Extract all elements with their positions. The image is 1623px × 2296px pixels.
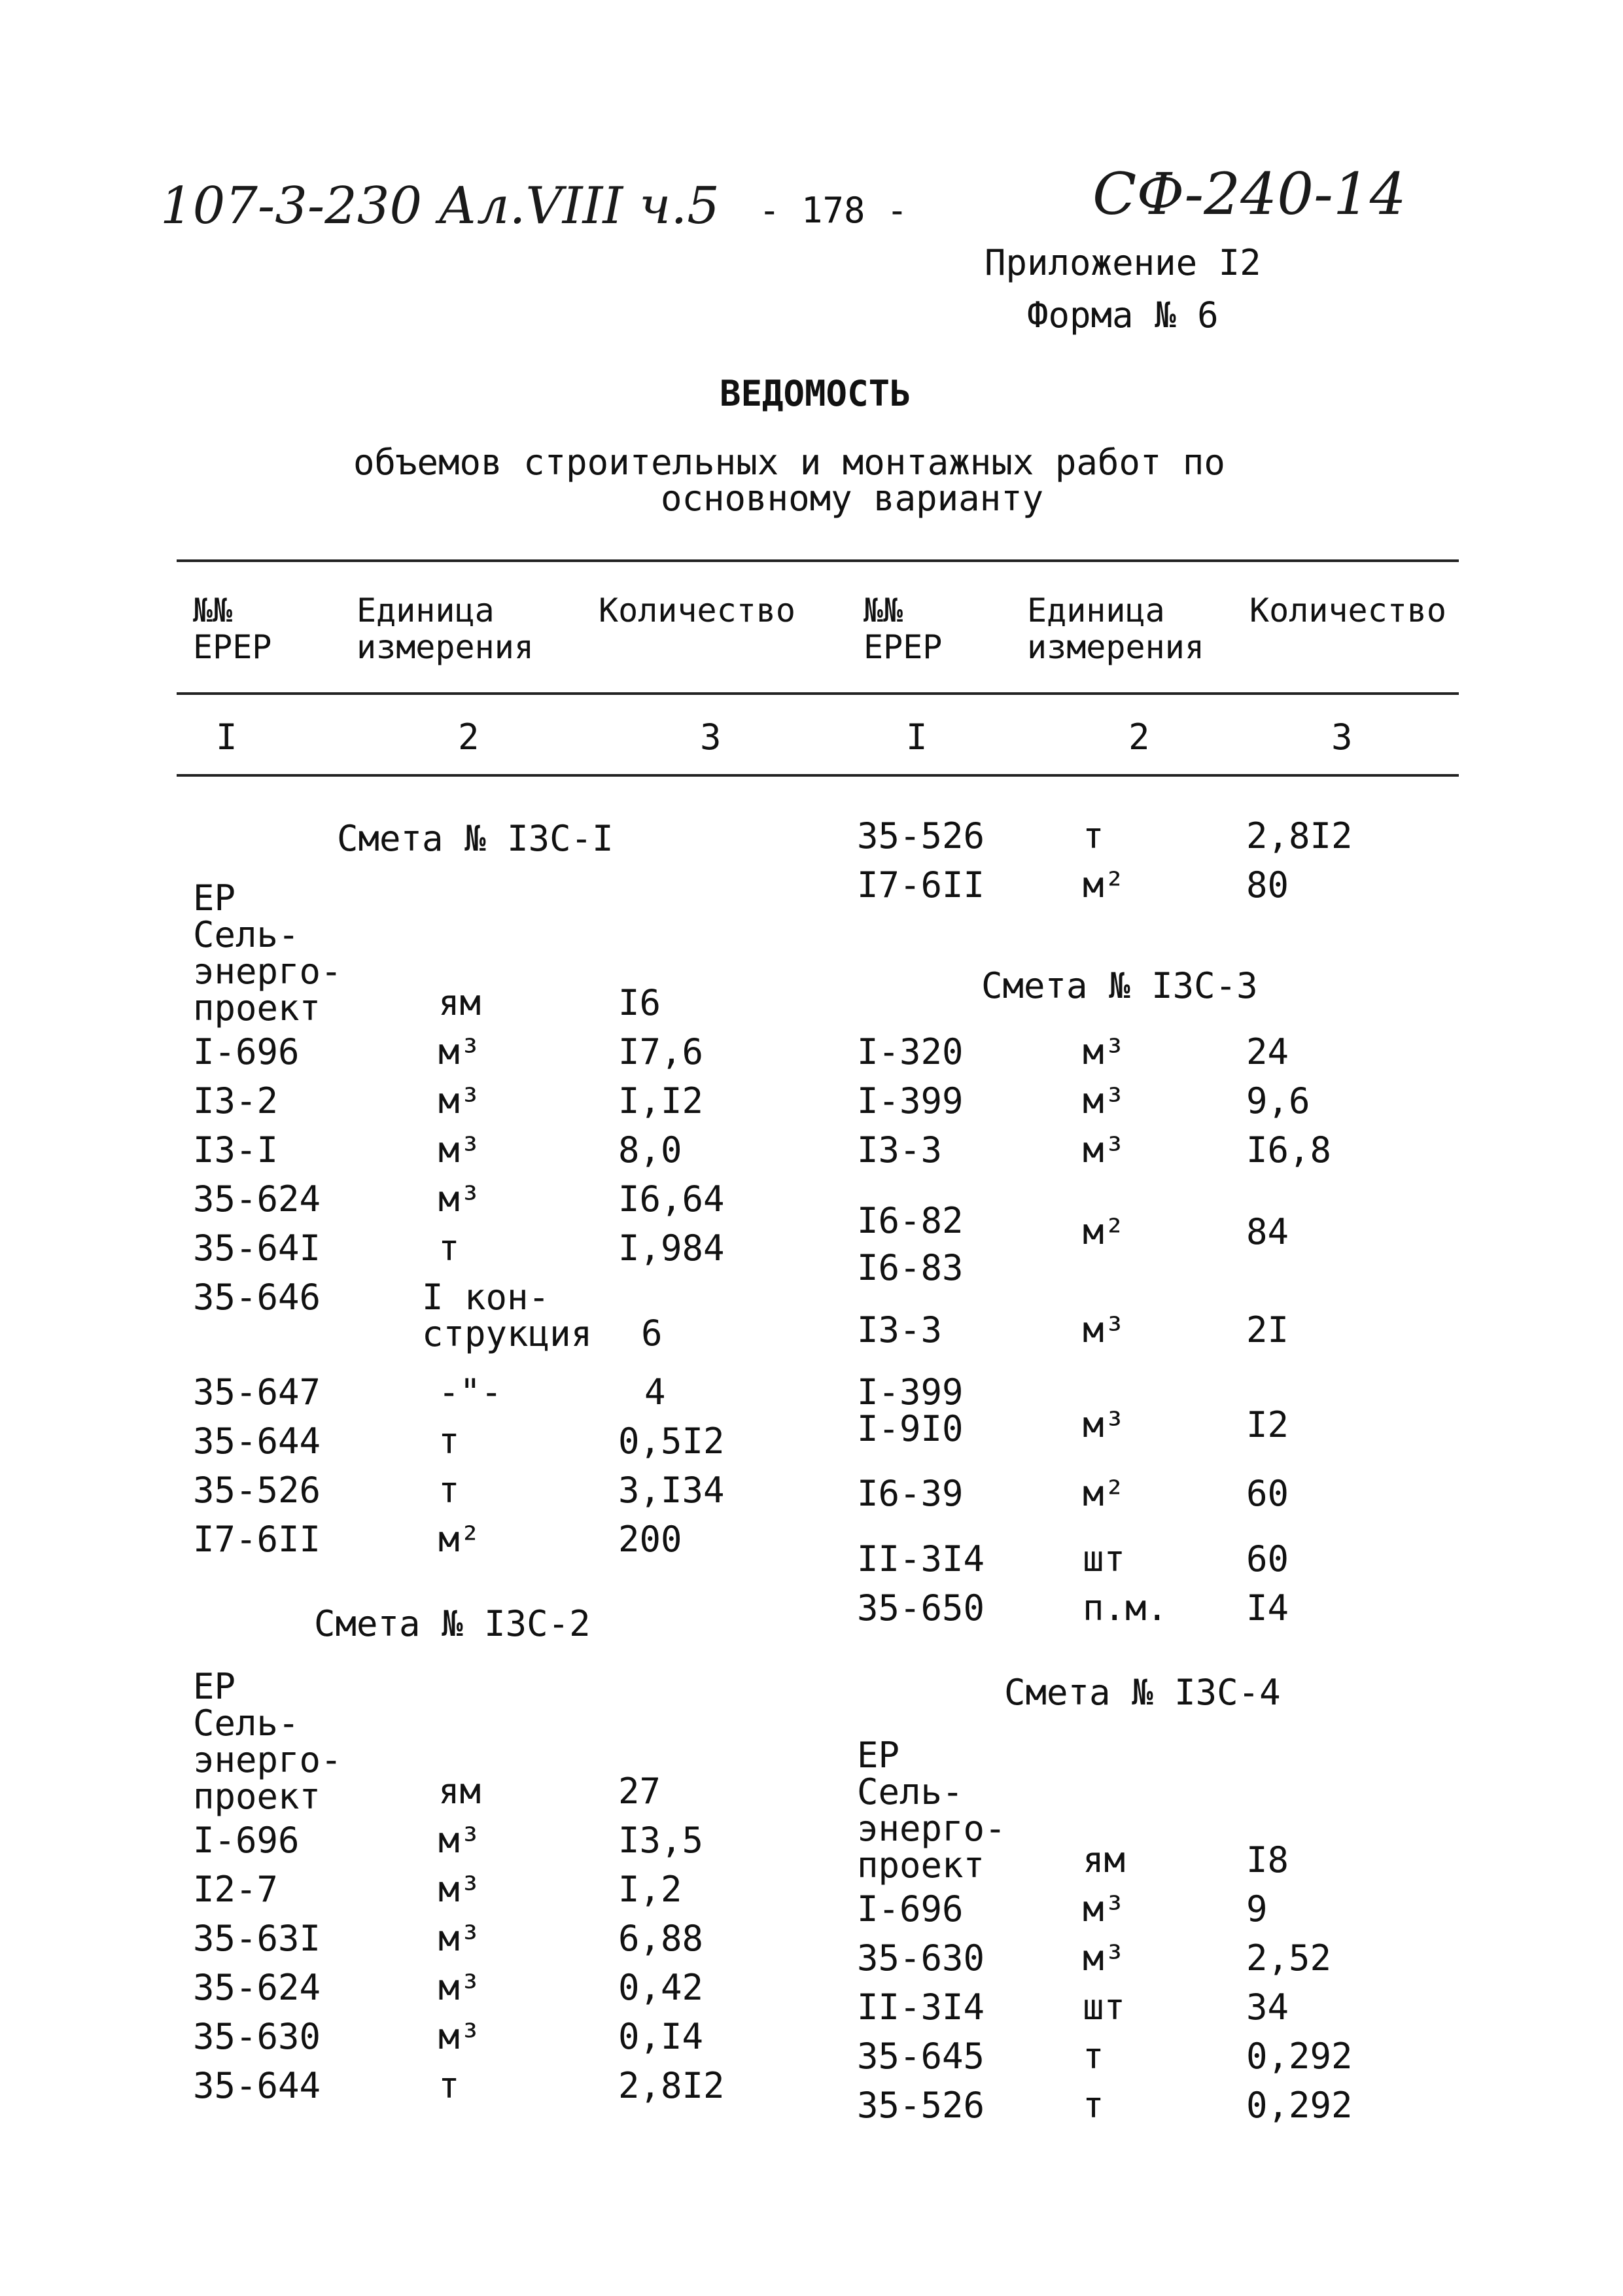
table-row-code: I-399 I-9I0 [857, 1371, 964, 1449]
table-row-qty: 4 [644, 1371, 666, 1413]
col-number-1-right: I [906, 716, 928, 758]
table-row-code: 35-63I [193, 1918, 321, 1959]
table-row-code: ЕР Сель- энерго- проект [193, 1666, 342, 1817]
table-row-qty: 6 [641, 1313, 663, 1354]
table-row-qty: I,2 [618, 1869, 682, 1910]
table-row-code: 35-647 [193, 1371, 321, 1413]
table-row-unit: м² [438, 1519, 481, 1560]
table-row-qty: 6,88 [618, 1918, 704, 1959]
table-row-qty: I4 [1246, 1587, 1289, 1629]
section-title-13s-4: Смета № I3С-4 [1004, 1672, 1281, 1713]
table-row-code: 35-644 [193, 1421, 321, 1462]
table-row-qty: I,I2 [618, 1080, 704, 1122]
table-row-qty: 0,5I2 [618, 1421, 725, 1462]
series-code: СФ-240-14 [1092, 160, 1406, 228]
table-row-qty: I6 [618, 982, 661, 1023]
table-row-qty: I2 [1246, 1404, 1289, 1445]
table-row-unit: м³ [1083, 1031, 1126, 1072]
table-row-code: I-399 [857, 1080, 964, 1122]
col-number-3-left: 3 [700, 716, 722, 758]
table-row-qty: 0,I4 [618, 2016, 704, 2057]
table-row-qty: 2,8I2 [618, 2065, 725, 2106]
table-row-unit: м³ [438, 1869, 481, 1910]
table-row-code: 35-646 [193, 1277, 321, 1318]
table-row-code: I2-7 [193, 1869, 279, 1910]
table-row-unit: м² [1083, 1473, 1126, 1514]
table-row-unit: м³ [438, 1129, 481, 1171]
table-row-code: II-3I4 [857, 1538, 985, 1580]
table-row-qty: 60 [1246, 1538, 1289, 1580]
table-top-rule [177, 559, 1459, 562]
table-row-qty: 3,I34 [618, 1470, 725, 1511]
table-row-unit: м³ [438, 1820, 481, 1861]
table-row-unit: т [1083, 2085, 1104, 2126]
title-line-1: объемов строительных и монтажных работ по [353, 442, 1225, 483]
document-title: ВЕДОМОСТЬ [720, 373, 911, 414]
table-row-unit: I кон- струкция [422, 1277, 593, 1354]
table-row-code: I-696 [193, 1031, 300, 1072]
table-row-unit: м³ [1083, 1404, 1126, 1445]
section-title-13s-2: Смета № I3С-2 [314, 1603, 591, 1644]
table-row-qty: 0,42 [618, 1967, 704, 2008]
table-row-qty: 0,292 [1246, 2036, 1353, 2077]
table-row-unit: шт [1083, 1538, 1126, 1580]
col-number-2-left: 2 [458, 716, 480, 758]
numbering-bottom-rule [177, 774, 1459, 777]
table-row-code: ЕР Сель- энерго- проект [193, 877, 342, 1029]
table-row-unit: т [438, 1227, 460, 1269]
table-row-unit: м³ [1083, 1937, 1126, 1979]
table-row-unit: м³ [1083, 1129, 1126, 1171]
header-code-right: №№ ЕРЕР [864, 592, 943, 666]
table-row-code: 35-644 [193, 2065, 321, 2106]
appendix-label: Приложение I2 [985, 242, 1261, 283]
table-row-qty: I6,8 [1246, 1129, 1332, 1171]
table-row-code: I7-6II [857, 864, 985, 906]
table-row-code: I7-6II [193, 1519, 321, 1560]
table-row-qty: 9 [1246, 1888, 1268, 1930]
table-row-code: 35-624 [193, 1967, 321, 2008]
table-row-qty: 80 [1246, 864, 1289, 906]
table-row-unit: ям [438, 1771, 481, 1812]
section-title-13s-3: Смета № I3С-3 [981, 965, 1258, 1006]
table-row-unit: м³ [1083, 1309, 1126, 1351]
table-row-code: I3-I [193, 1129, 279, 1171]
table-row-unit: м³ [1083, 1080, 1126, 1122]
section-title-13s-1: Смета № I3С-I [337, 818, 614, 859]
table-row-qty: 84 [1246, 1211, 1289, 1252]
table-row-code: 35-630 [857, 1937, 985, 1979]
table-row-code: I3-3 [857, 1129, 943, 1171]
table-row-code: I-320 [857, 1031, 964, 1072]
table-row-unit: шт [1083, 1987, 1126, 2028]
page-number: - 178 - [759, 190, 908, 231]
table-row-unit: м² [1083, 1211, 1126, 1252]
table-row-code: II-3I4 [857, 1987, 985, 2028]
table-row-unit: м³ [438, 1178, 481, 1220]
table-row-qty: 60 [1246, 1473, 1289, 1514]
table-row-qty: 2I [1246, 1309, 1289, 1351]
table-row-qty: 200 [618, 1519, 682, 1560]
table-row-qty: I8 [1246, 1839, 1289, 1881]
table-row-code: 35-64I [193, 1227, 321, 1269]
table-row-code: 35-526 [857, 815, 985, 857]
table-row-code: I-696 [193, 1820, 300, 1861]
table-row-unit: м³ [438, 2016, 481, 2057]
header-unit-right: Единица измерения [1027, 592, 1204, 666]
table-row-code: 35-526 [857, 2085, 985, 2126]
table-row-qty: 24 [1246, 1031, 1289, 1072]
table-row-unit: м² [1083, 864, 1126, 906]
table-row-qty: 34 [1246, 1987, 1289, 2028]
table-row-unit: м³ [1083, 1888, 1126, 1930]
table-row-code: 35-526 [193, 1470, 321, 1511]
title-line-2: основному варианту [661, 478, 1044, 519]
col-number-3-right: 3 [1331, 716, 1353, 758]
document-code: 107-3-230 Ал.VIII ч.5 [160, 177, 720, 236]
table-row-unit: т [1083, 815, 1104, 857]
table-row-unit: м³ [438, 1918, 481, 1959]
table-row-qty: 8,0 [618, 1129, 682, 1171]
table-row-code: I6-39 [857, 1473, 964, 1514]
table-row-qty: 2,8I2 [1246, 815, 1353, 857]
table-row-qty: 0,292 [1246, 2085, 1353, 2126]
table-row-qty: 2,52 [1246, 1937, 1332, 1979]
header-code-left: №№ ЕРЕР [193, 592, 272, 666]
table-row-code: I3-3 [857, 1309, 943, 1351]
table-row-qty: I6,64 [618, 1178, 725, 1220]
table-row-code: ЕР Сель- энерго- проект [857, 1735, 1006, 1886]
table-row-unit: м³ [438, 1080, 481, 1122]
form-label: Форма № 6 [1027, 294, 1219, 336]
table-row-unit: т [438, 1470, 460, 1511]
table-row-code: 35-624 [193, 1178, 321, 1220]
table-row-unit: п.м. [1083, 1587, 1168, 1629]
header-qty-right: Количество [1249, 592, 1447, 629]
col-number-1-left: I [216, 716, 237, 758]
header-unit-left: Единица измерения [357, 592, 534, 666]
header-qty-left: Количество [599, 592, 796, 629]
table-row-unit: м³ [438, 1031, 481, 1072]
table-row-code: 35-630 [193, 2016, 321, 2057]
table-row-code: 35-645 [857, 2036, 985, 2077]
table-row-qty: I7,6 [618, 1031, 704, 1072]
table-row-code: I3-2 [193, 1080, 279, 1122]
table-row-qty: 9,6 [1246, 1080, 1310, 1122]
table-row-qty: I3,5 [618, 1820, 704, 1861]
table-row-unit: т [438, 2065, 460, 2106]
table-row-code: I-696 [857, 1888, 964, 1930]
table-row-unit: т [1083, 2036, 1104, 2077]
header-bottom-rule [177, 692, 1459, 695]
table-row-unit: ям [1083, 1839, 1126, 1881]
table-row-code: 35-650 [857, 1587, 985, 1629]
table-row-qty: I,984 [618, 1227, 725, 1269]
table-row-unit: ям [438, 982, 481, 1023]
table-row-unit: м³ [438, 1967, 481, 2008]
table-row-unit: т [438, 1421, 460, 1462]
table-row-qty: 27 [618, 1771, 661, 1812]
table-row-unit: -"- [438, 1371, 502, 1413]
col-number-2-right: 2 [1128, 716, 1150, 758]
table-row-code: I6-82 I6-83 [857, 1200, 964, 1288]
